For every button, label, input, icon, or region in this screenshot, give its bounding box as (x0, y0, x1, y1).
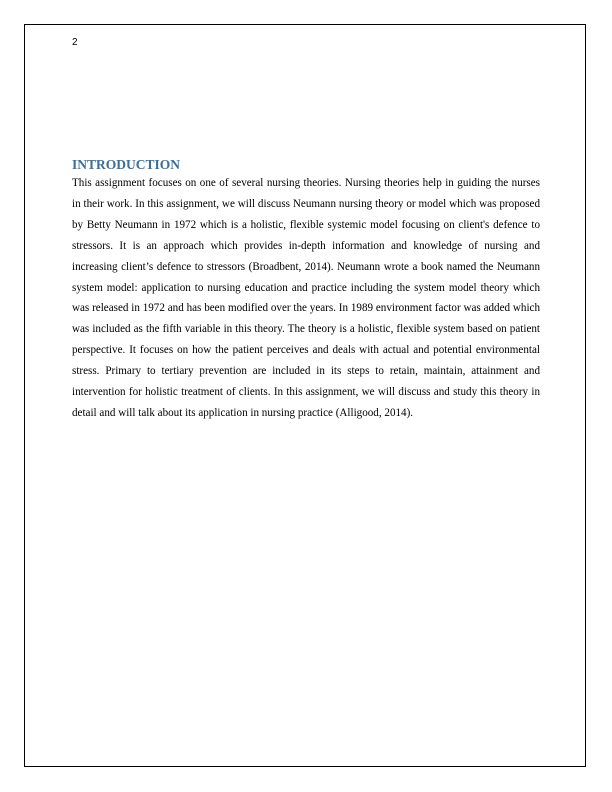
body-paragraph: This assignment focuses on one of several nursing theories. Nursing theories help in guiding the nurses in their work. In this assignment, we will discuss Neumann nursing theory or model which was proposed by Betty Neumann in 1972 which is a holistic, flexible systemic model focusing on client's defence to stressors. It is an approach which provides in-depth information and knowledge of nursing and increasing client’s defence to stressors (Broadbent, 2014). Neumann wrote a book named the Neumann system model: application to nursing education and practice including the system model theory which was released in 1972 and has been modified over the years. In 1989 environment factor was added which was included as the fifth variable in this theory. The theory is a holistic, flexible system based on patient perspective. It focuses on how the patient perceives and deals with actual and potential environmental stress. Primary to tertiary prevention are included in its steps to retain, maintain, attainment and intervention for holistic treatment of clients. In this assignment, we will discuss and study this theory in detail and will talk about its application in nursing practice (Alligood, 2014). (72, 177, 540, 419)
section-heading: INTRODUCTION (72, 157, 181, 172)
page-number: 2 (72, 37, 78, 48)
